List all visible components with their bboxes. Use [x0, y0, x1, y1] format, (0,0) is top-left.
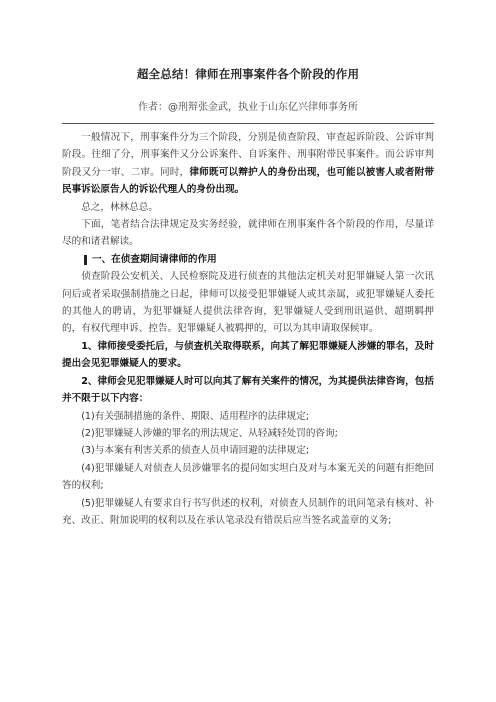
section-marker-icon	[84, 255, 87, 265]
list-item: (3)与本案有利害关系的侦查人员申请回避的法律规定;	[81, 445, 310, 457]
intro-paragraph-2: 总之，林林总总。	[81, 201, 158, 213]
section-paragraph-1: 侦查阶段公安机关、人民检察院及进行侦查的其他法定机关对犯罪嫌疑人第一次讯问后或者采取强制措施之日起，律师可以接受犯罪嫌疑人或其亲属，或犯罪嫌疑人委托的其他人的聘请，为犯罪嫌疑人提供法律咨询，犯罪嫌疑人受到刑讯逼供、超期羁押的，有权代理申诉、控告。犯罪嫌疑人被羁押的，可以为其申请取保候审。	[62, 271, 434, 335]
divider	[62, 123, 434, 124]
article-body	[62, 129, 434, 529]
section-heading	[62, 251, 434, 268]
section-point-1: 1、律师接受委托后，与侦查机关取得联系，向其了解犯罪嫌疑人涉嫌的罪名，及时提出会见犯罪嫌疑人的要求。	[62, 340, 434, 370]
intro-paragraph-3: 下面，笔者结合法律规定及实务经验，就律师在刑事案件各个阶段的作用，尽量详尽的和诸君解读。	[62, 219, 434, 248]
intro-text: 一般情况下，刑事案件分为三个阶段，分别是侦查阶段、审查起诉阶段、公诉审判阶段。往细了分，刑事案件又分公诉案件、自诉案件、刑事附带民事案件。而公诉审判阶段又分一审、二审。同时，	[62, 132, 434, 178]
section-point-2: 2、律师会见犯罪嫌疑人时可以向其了解有关案件的情况，为其提供法律咨询，包括并不限于以下内容：	[62, 375, 434, 405]
section-heading-text: 一、在侦查期间请律师的作用	[92, 253, 217, 265]
list-item: (5)犯罪嫌疑人有要求自行书写供述的权利，对侦查人员制作的讯问笔录有核对、补充、改正、附加说明的权利以及在承认笔录没有错误后应当签名或盖章的义务;	[62, 497, 434, 526]
document-title: 超全总结！律师在刑事案件各个阶段的作用	[136, 67, 360, 81]
list-item: (2)犯罪嫌疑人涉嫌的罪名的刑法规定、从轻减轻处罚的咨询;	[81, 427, 338, 439]
list-item: (4)犯罪嫌疑人对侦查人员涉嫌罪名的提问如实坦白及对与本案无关的问题有拒绝回答的权利;	[62, 462, 434, 492]
intro-bold-text: 律师既可以辩护人的身份出现，也可能以被害人或者附带民事诉讼原告人的诉讼代理人的身份出现。	[62, 166, 435, 196]
author-line: 作者：@刑辩张金武，执业于山东亿兴律师事务所	[138, 102, 358, 113]
intro-paragraph-1	[62, 129, 434, 199]
list-item: (1)有关强制措施的条件、期限、适用程序的法律规定;	[81, 410, 310, 422]
